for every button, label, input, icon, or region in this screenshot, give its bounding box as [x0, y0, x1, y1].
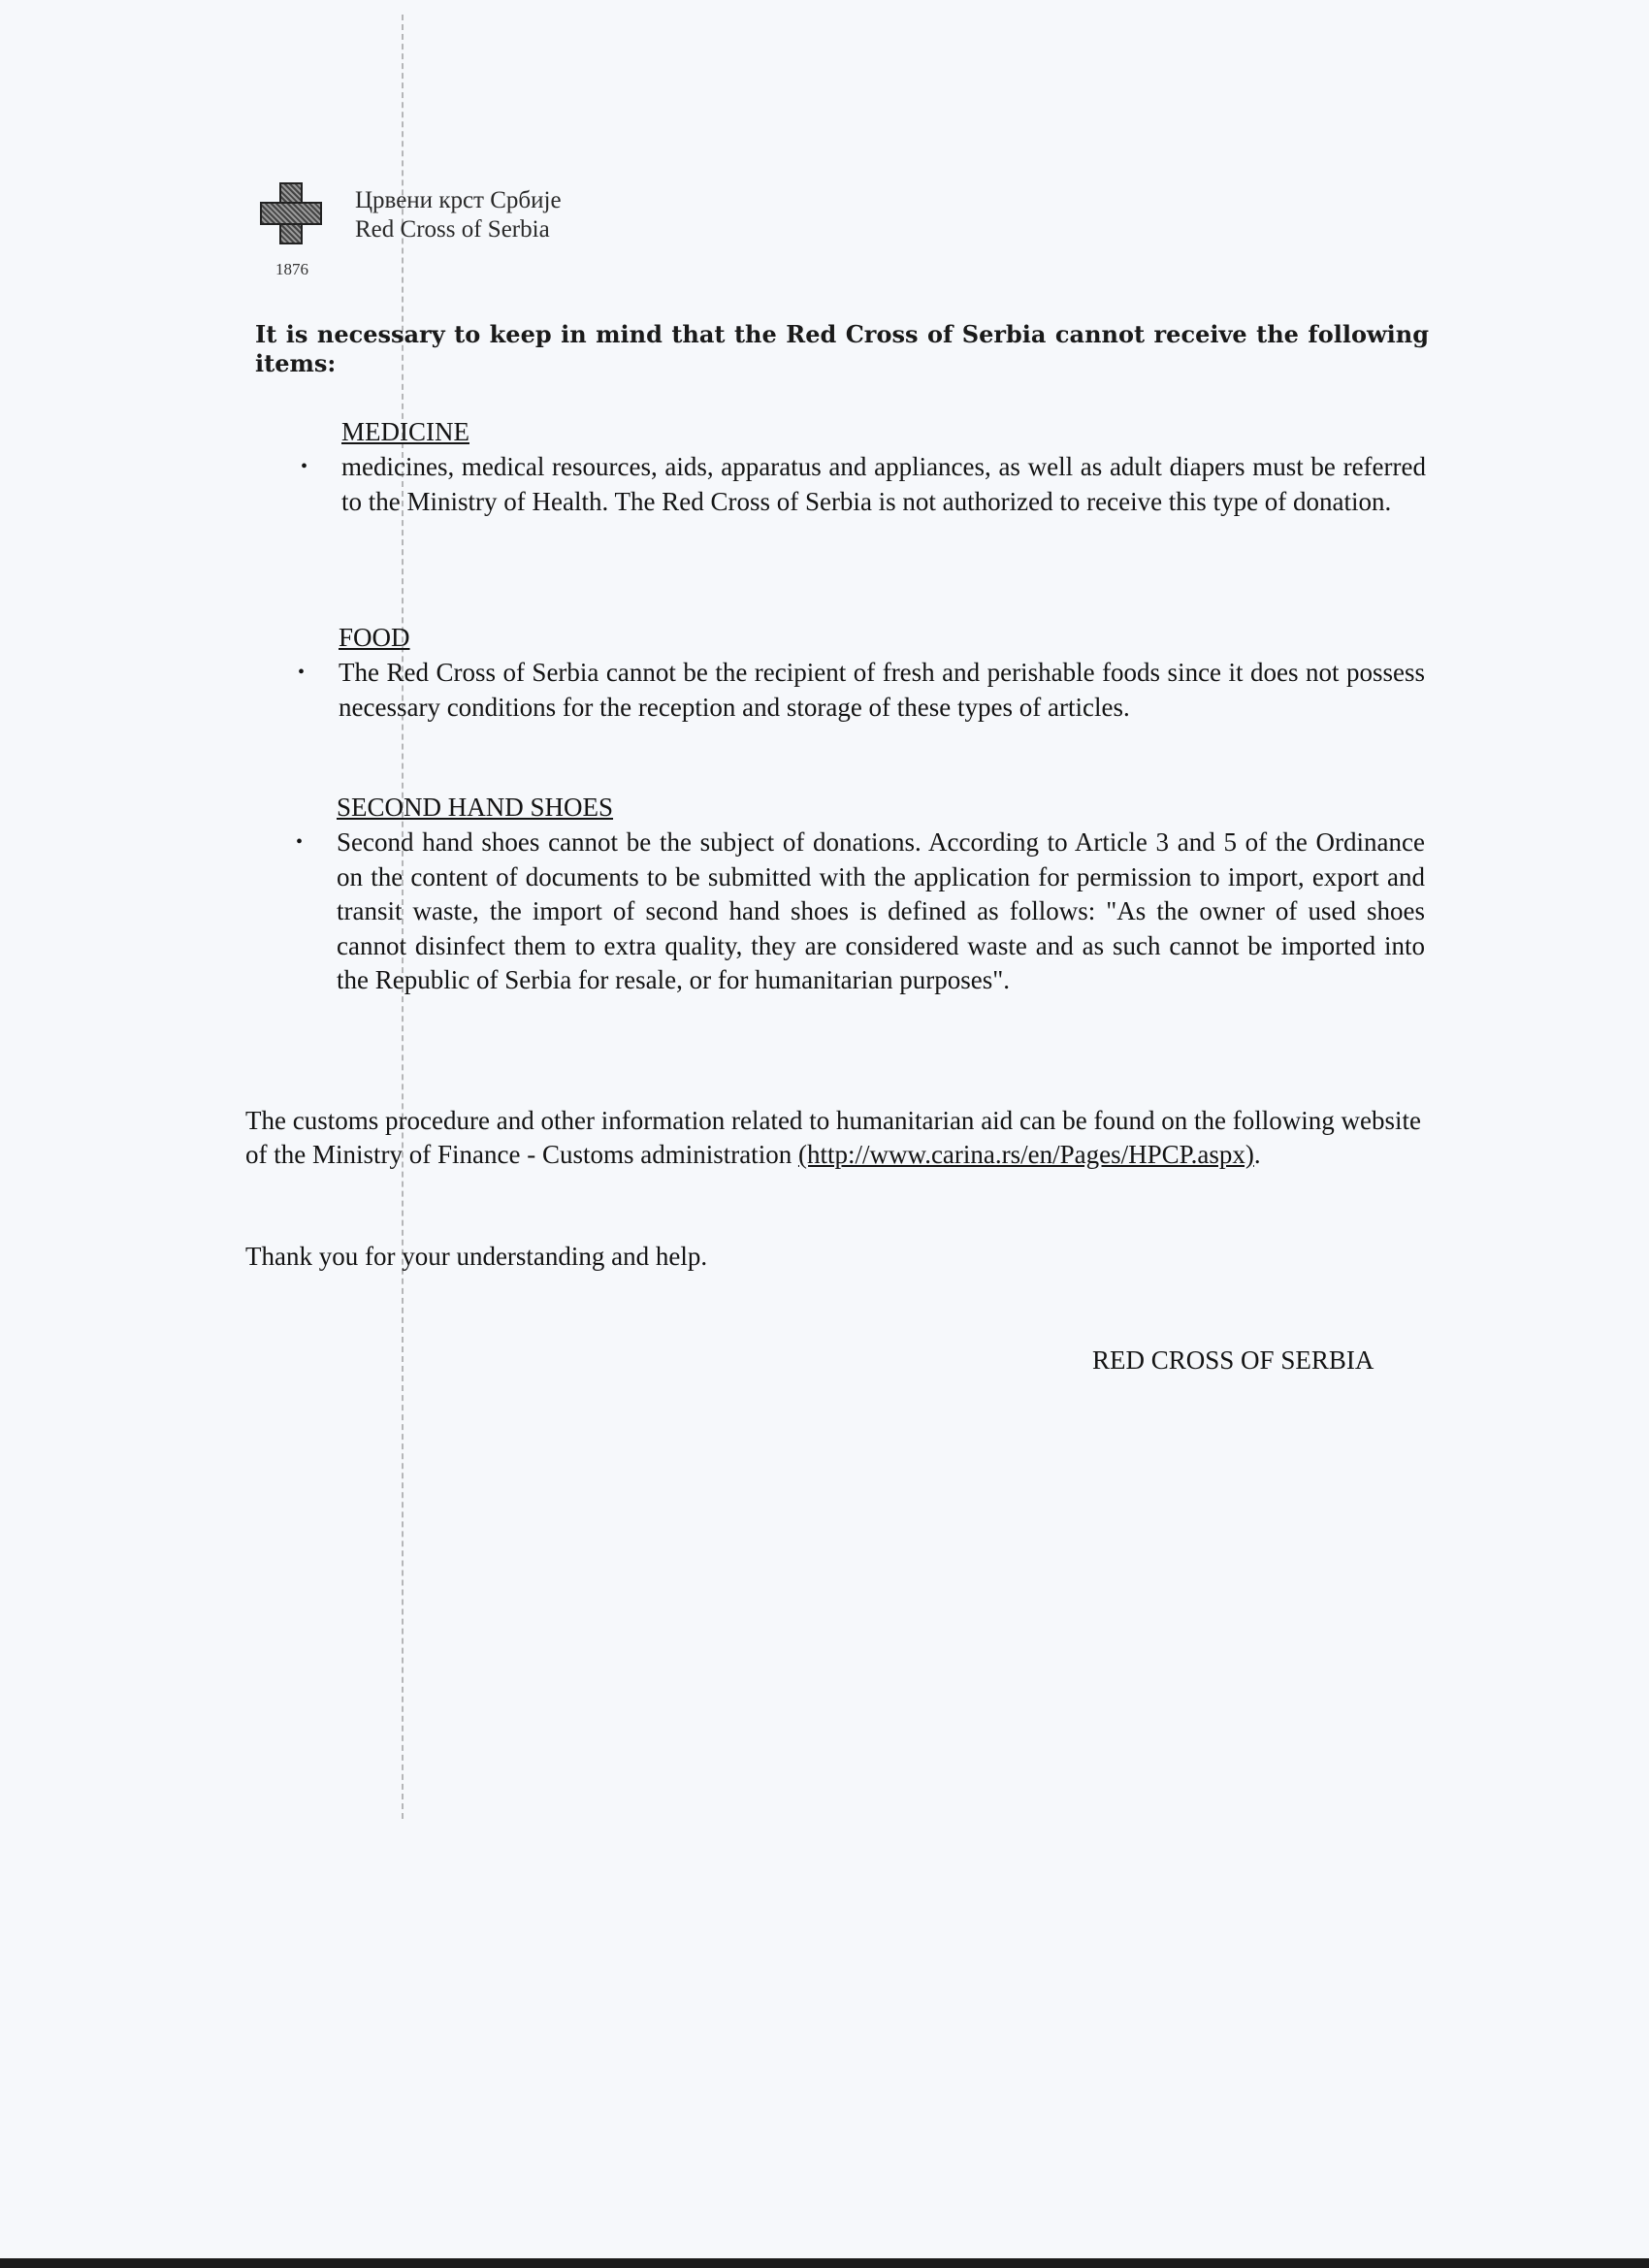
bullet-icon: •	[298, 662, 306, 683]
organization-name-english: Red Cross of Serbia	[355, 216, 550, 243]
scan-edge	[0, 2258, 1649, 2268]
bullet-icon: •	[296, 831, 304, 853]
section-heading: FOOD	[339, 623, 410, 652]
thanks-line: Thank you for your understanding and help.	[245, 1242, 708, 1271]
section-body: Second hand shoes cannot be the subject of donations. According to Article 3 and 5 of the Ordinance on the content of documents to be submitted with the application for permission to import, export and transit waste, the import of second hand shoes is defined as follows: "As the owner of used shoes cannot disinfect them to extra quality, they are considered waste and as such cannot be imported into the Republic of Serbia for resale, or for humanitarian purposes".	[337, 827, 1425, 994]
section-food	[298, 621, 1425, 725]
intro-paragraph: It is necessary to keep in mind that the Red Cross of Serbia cannot receive the following items:	[255, 320, 1429, 377]
section-medicine	[301, 415, 1426, 519]
bullet-icon: •	[301, 456, 308, 477]
section-heading: MEDICINE	[341, 417, 469, 446]
customs-link[interactable]: (http://www.carina.rs/en/Pages/HPCP.aspx)	[797, 1140, 1254, 1169]
customs-end: .	[1253, 1140, 1261, 1169]
organization-name	[355, 186, 562, 244]
logo-year: 1876	[275, 260, 308, 278]
section-body: medicines, medical resources, aids, apparatus and appliances, as well as adult diapers must be referred to the Ministry of Health. The Red Cross of Serbia is not authorized to receive this type of donation.	[341, 452, 1426, 516]
section-body: The Red Cross of Serbia cannot be the recipient of fresh and perishable foods since it does not possess necessary conditions for the reception and storage of these types of articles.	[339, 658, 1425, 722]
signature: RED CROSS OF SERBIA	[1092, 1345, 1374, 1375]
red-cross-icon	[260, 182, 322, 244]
organization-name-cyrillic: Црвени крст Србије	[355, 187, 562, 213]
letterhead	[260, 182, 764, 289]
section-second-hand-shoes	[296, 791, 1425, 998]
customs-paragraph	[245, 1104, 1421, 1172]
customs-text: The customs procedure and other information related to humanitarian aid can be found on the following website of the Ministry of Finance - Customs administration	[245, 1106, 1421, 1169]
section-heading: SECOND HAND SHOES	[337, 793, 614, 822]
